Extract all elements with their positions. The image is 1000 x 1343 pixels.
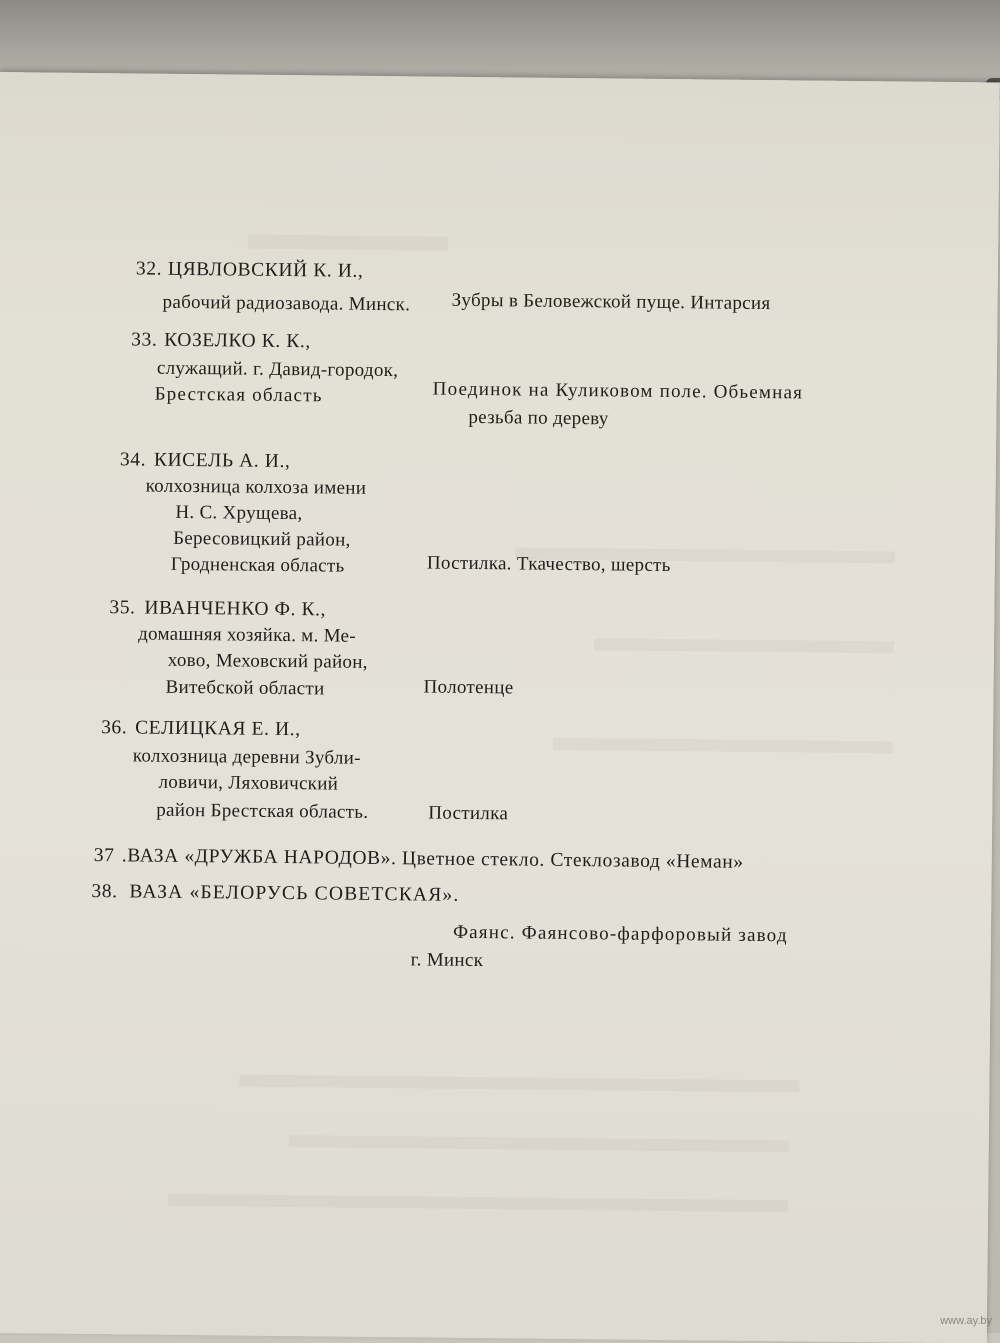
entry-number: 37 <box>93 845 115 867</box>
entry-work: Фаянс. Фаянсово-фарфоровый завод <box>452 921 788 947</box>
entry-details: район Брестская область. <box>156 799 369 823</box>
entry-number: 33. <box>131 329 158 351</box>
entry-details: Гродненская область <box>170 553 345 577</box>
entry-work: Постилка. Ткачество, шерсть <box>426 552 671 577</box>
entry-number: 36. <box>101 717 128 739</box>
entry-work: Полотенце <box>423 676 514 699</box>
entry-details: хово, Меховский район, <box>167 649 368 673</box>
entry-details: служащий. г. Давид-городок, <box>156 357 399 382</box>
entry-name: ЦЯВЛОВСКИЙ К. И., <box>167 258 364 282</box>
entry-name: КОЗЕЛКО К. К., <box>164 329 311 353</box>
entry-number: 35. <box>109 597 136 619</box>
entry-details: ловичи, Ляховичский <box>158 771 339 795</box>
entry-name: ВАЗА «БЕЛОРУСЬ СОВЕТСКАЯ». <box>129 881 460 906</box>
entry-work: Поединок на Куликовом поле. Обьемная <box>432 378 804 404</box>
entry-details: Бересовицкий район, <box>173 527 351 551</box>
entry-name: ИВАНЧЕНКО Ф. К., <box>144 597 327 621</box>
entry-work: Зубры в Беловежской пуще. Интарсия <box>451 289 771 315</box>
document-page <box>0 72 1000 1343</box>
entry-details: Брестская область <box>154 383 323 407</box>
entry-work: Постилка <box>428 802 509 825</box>
entry-details: домашняя хозяйка. м. Ме- <box>138 623 357 647</box>
entry-details: колхозница колхоза имени <box>145 475 367 499</box>
entry-work: резьба по дереву <box>468 406 609 430</box>
entry-details: колхозница деревни Зубли- <box>132 745 361 769</box>
watermark: www.ay.by <box>940 1315 992 1327</box>
entry-details: Н. С. Хрущева, <box>175 501 303 525</box>
entry-details: Витебской области <box>165 676 325 700</box>
entry-number: 32. <box>135 258 163 280</box>
entry-number: 34. <box>119 449 147 471</box>
entry-name: КИСЕЛЬ А. И., <box>153 449 291 473</box>
entry-number: 38. <box>91 881 118 903</box>
entry-name: СЕЛИЦКАЯ Е. И., <box>135 717 301 741</box>
entry-details: рабочий радиозавода. Минск. <box>162 291 411 316</box>
entry-work: г. Минск <box>410 949 484 972</box>
entry-name: .ВАЗА «ДРУЖБА НАРОДОВ». Цветное стекло. Стеклозавод «Неман» <box>121 845 744 873</box>
